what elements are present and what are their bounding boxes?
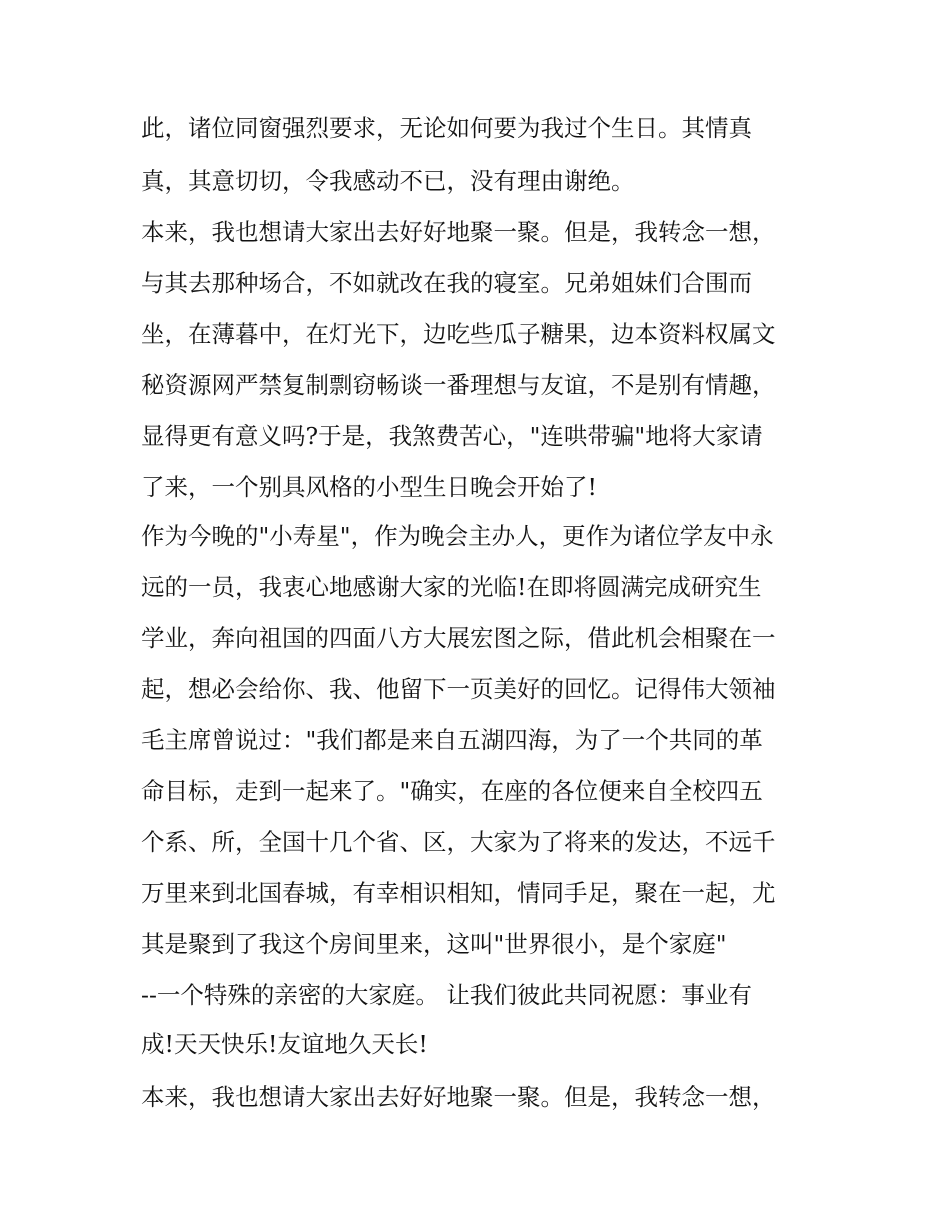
text-line: 学业，奔向祖国的四面八方大展宏图之际，借此机会相聚在一: [141, 624, 776, 652]
text-line: 了来，一个别具风格的小型生日晚会开始了!: [141, 473, 597, 501]
text-line: 坐，在薄暮中，在灯光下，边吃些瓜子糖果，边本资料权属文: [141, 320, 776, 348]
text-line: 个系、所，全国十几个省、区，大家为了将来的发达，不远千: [141, 828, 776, 856]
text-line: 成!天天快乐!友谊地久天长!: [141, 1030, 428, 1058]
text-line: 其是聚到了我这个房间里来，这叫"世界很小，是个家庭": [141, 930, 727, 958]
text-line: 显得更有意义吗?于是，我煞费苦心，"连哄带骗"地将大家请: [141, 422, 763, 450]
text-line: 本来，我也想请大家出去好好地聚一聚。但是，我转念一想，: [141, 1083, 776, 1111]
text-line: 与其去那种场合，不如就改在我的寝室。兄弟姐妹们合围而: [141, 269, 752, 297]
text-line: 远的一员，我衷心地感谢大家的光临!在即将圆满完成研究生: [141, 573, 762, 601]
text-line: --一个特殊的亲密的大家庭。 让我们彼此共同祝愿：事业有: [141, 981, 752, 1009]
text-line: 本来，我也想请大家出去好好地聚一聚。但是，我转念一想，: [141, 218, 776, 246]
text-line: 此，诸位同窗强烈要求，无论如何要为我过个生日。其情真: [141, 114, 752, 142]
text-line: 命目标，走到一起来了。"确实，在座的各位便来自全校四五: [141, 777, 763, 805]
text-line: 万里来到北国春城，有幸相识相知，情同手足，聚在一起，尤: [141, 879, 776, 907]
text-line: 起，想必会给你、我、他留下一页美好的回忆。记得伟大领袖: [141, 675, 776, 703]
text-line: 毛主席曾说过："我们都是来自五湖四海，为了一个共同的革: [141, 726, 763, 754]
text-line: 真，其意切切，令我感动不已，没有理由谢绝。: [141, 167, 635, 195]
text-line: 秘资源网严禁复制剽窃畅谈一番理想与友谊，不是别有情趣，: [141, 371, 776, 399]
text-line: 作为今晚的"小寿星"，作为晚会主办人，更作为诸位学友中永: [141, 522, 774, 550]
